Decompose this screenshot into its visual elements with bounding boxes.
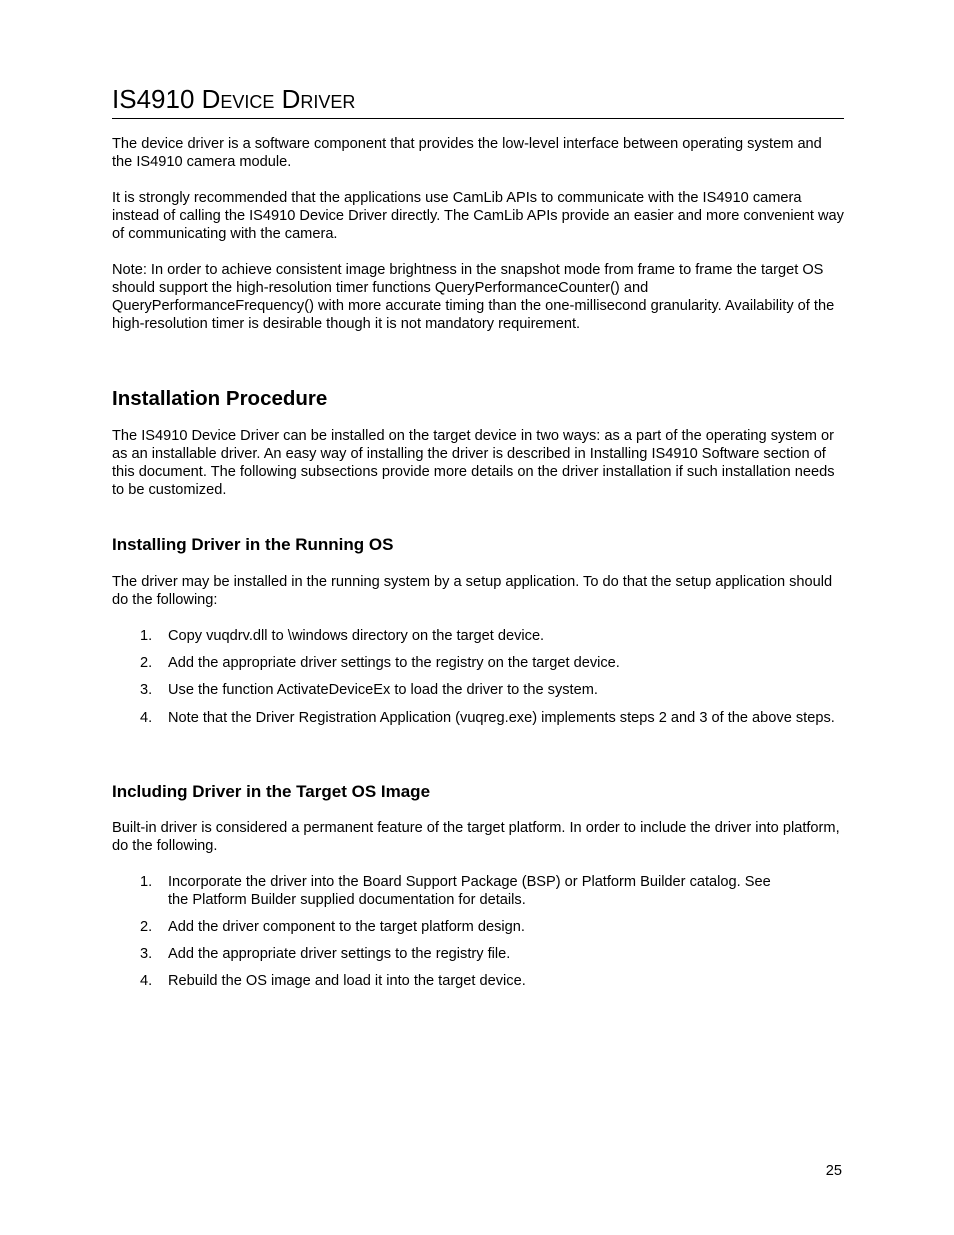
installation-paragraph: The IS4910 Device Driver can be installed on the target device in two ways: as a part of the operating system or as an installable driver. An easy way of installing the driver is described in Installing IS4910 Software section of this document. The following subsections provide more details on the driver installation if such installation needs to be customized. — [112, 428, 835, 498]
running-os-heading: Installing Driver in the Running OS — [112, 535, 394, 554]
intro-paragraph-2: It is strongly recommended that the applications use CamLib APIs to communicate with the IS4910 camera instead of calling the IS4910 Device Driver directly. The CamLib APIs provide an easier and more convenient way of communicating with the camera. — [112, 190, 844, 242]
target-image-heading: Including Driver in the Target OS Image — [112, 782, 431, 801]
list-item-number: 1. — [140, 874, 153, 890]
page-title: IS4910 Device Driver — [112, 82, 844, 119]
target-image-paragraph: Built-in driver is considered a permanent feature of the target platform. In order to include the driver into platform, do the following. — [112, 820, 840, 854]
list-item-text: Copy vuqdrv.dll to \windows directory on the target device. — [168, 628, 545, 644]
list-item-text: Note that the Driver Registration Application (vuqreg.exe) implements steps 2 and 3 of the above steps. — [168, 710, 835, 726]
page-number: 25 — [825, 1163, 842, 1179]
list-item-text: Incorporate the driver into the Board Support Package (BSP) or Platform Builder catalog. See the Platform Builder supplied documentation for details. — [168, 874, 771, 908]
list-item-text: Use the function ActivateDeviceEx to load the driver to the system. — [168, 682, 598, 698]
list-item-number: 4. — [140, 973, 153, 989]
list-item-text: Add the appropriate driver settings to the registry on the target device. — [168, 655, 620, 671]
intro-note-paragraph: Note: In order to achieve consistent image brightness in the snapshot mode from frame to frame the target OS should support the high-resolution timer functions QueryPerformanceCounter() and QueryPerformanceFrequency() with more accurate timing than the one-millisecond granularity. Availability of the high-resolution timer is desirable though it is not mandatory requirement. — [112, 262, 835, 332]
installation-heading: Installation Procedure — [112, 387, 328, 410]
list-item-number: 2. — [140, 919, 153, 935]
list-item-number: 3. — [140, 682, 153, 698]
list-item-number: 2. — [140, 655, 153, 671]
list-item-text: Rebuild the OS image and load it into the target device. — [168, 973, 526, 989]
list-item-number: 3. — [140, 946, 153, 962]
intro-paragraph-1: The device driver is a software component that provides the low-level interface between operating system and the IS4910 camera module. — [112, 136, 822, 170]
running-os-paragraph: The driver may be installed in the running system by a setup application. To do that the setup application should do the following: — [112, 574, 833, 608]
list-item-number: 4. — [140, 710, 153, 726]
list-item-number: 1. — [140, 628, 153, 644]
list-item-text: Add the appropriate driver settings to the registry file. — [168, 946, 511, 962]
list-item-text: Add the driver component to the target platform design. — [168, 919, 525, 935]
